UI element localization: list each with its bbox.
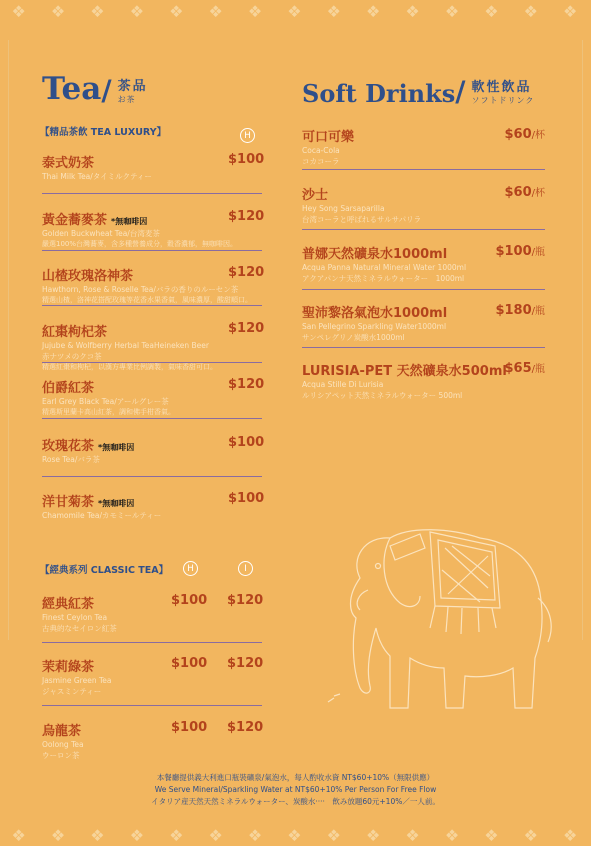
classic-tea-item (42, 720, 84, 761)
tea-item-name-row (42, 152, 152, 171)
classic-tea-name: 茉莉綠茶 (42, 660, 95, 675)
tea-title: Tea (42, 71, 102, 107)
item-divider (302, 229, 545, 230)
tea-item-name-row (42, 209, 237, 228)
tea-item-name-row (42, 377, 175, 396)
soft-drink-item (302, 243, 466, 284)
tea-item-name-row (42, 435, 134, 454)
soft-drink-name: 聖沛黎洛氣泡水1000ml (302, 306, 448, 321)
soft-drink-price-value: $60 (504, 127, 532, 142)
soft-drink-item (302, 302, 447, 343)
soft-drinks-subtitle-zh: 軟性飲品 (471, 80, 532, 95)
soft-drink-item (302, 126, 354, 167)
soft-drink-english: Hey Song Sarsaparilla (302, 204, 385, 213)
soft-drink-price-unit: /瓶 (531, 364, 545, 375)
tea-item-name: 泰式奶茶 (42, 156, 95, 171)
classic-tea-name: 烏龍茶 (42, 724, 82, 739)
tea-item (42, 152, 152, 182)
tea-subtitle-jp: お茶 (117, 95, 136, 104)
tea-item-price: $120 (228, 209, 265, 224)
tea-item-english: Earl Grey Black Tea/アールグレー茶 (42, 397, 169, 406)
tea-item-description: 精選紅棗和枸杞，以漢方專業比例調製，氣味香甜可口。 (42, 363, 217, 371)
soft-drink-price (504, 360, 545, 376)
soft-drink-english: Acqua Panna Natural Mineral Water 1000ml (302, 263, 467, 272)
top-border-pattern: ❖ ❖ ❖ ❖ ❖ ❖ ❖ ❖ ❖ ❖ ❖ ❖ ❖ ❖ ❖ (11, 1, 580, 21)
soft-drink-name: 普娜天然礦泉水1000ml (302, 247, 448, 262)
classic-tea-iced-price: $120 (227, 720, 264, 735)
tea-heading (42, 71, 148, 107)
classic-hot-marker-icon: H (183, 561, 198, 576)
right-border-line (582, 40, 583, 640)
classic-tea-item (42, 593, 117, 634)
classic-tea-hot-price: $100 (171, 720, 208, 735)
tea-item-english: Hawthorn, Rose & Roselle Tea/バラの香りのルーセン茶 (42, 285, 239, 294)
tea-item-price: $120 (228, 265, 265, 280)
soft-drink-japanese: 台湾コーラと呼ばれるサルサパリラ (302, 215, 422, 224)
tea-item-name-row (42, 321, 217, 340)
tea-item-price: $120 (228, 377, 265, 392)
soft-drink-price-value: $180 (495, 303, 532, 318)
tea-item-price: $100 (228, 491, 265, 506)
classic-tea-iced-price: $120 (227, 656, 264, 671)
soft-drink-price-unit: /杯 (531, 188, 545, 199)
tea-item (42, 491, 161, 521)
soft-drinks-heading (302, 76, 534, 106)
soft-drink-item (302, 184, 421, 225)
soft-drink-name: 沙士 (302, 188, 329, 203)
tea-item-english: Jujube & Wolfberry Herbal TeaHeineken Beer (42, 341, 209, 350)
soft-drink-english: Coca-Cola (302, 146, 340, 155)
tea-subtitle-zh: 茶品 (117, 79, 148, 94)
item-divider (42, 418, 262, 419)
soft-drink-price-value: $60 (504, 185, 532, 200)
soft-drink-price-unit: /瓶 (531, 306, 545, 317)
classic-tea-hot-price: $100 (171, 656, 208, 671)
tea-item-name-row (42, 265, 252, 284)
soft-drink-price-unit: /杯 (531, 130, 545, 141)
soft-drink-english: Acqua Stille Di Lurisia (302, 380, 384, 389)
classic-tea-item (42, 656, 111, 697)
tea-luxury-label: 【精品茶飲 TEA LUXURY】 (40, 127, 167, 138)
item-divider (302, 347, 545, 348)
tea-title-slash: / (101, 74, 112, 107)
soft-drink-name: LURISIA-PET 天然礦泉水500ml (302, 364, 507, 379)
soft-drink-japanese: ルリシアペット天然ミネラルウォーター 500ml (302, 391, 463, 400)
tea-item-name: 紅棗枸杞茶 (42, 325, 108, 340)
tea-item-japanese: 赤ナツメのクコ茶 (42, 352, 102, 361)
classic-tea-japanese: 古典的なセイロン紅茶 (42, 624, 117, 633)
water-notice-jp: イタリア産天然天然ミネラルウォーター、炭酸水···· 飲み放題60元+10%／一人前。 (151, 797, 440, 806)
item-divider (302, 169, 545, 170)
tea-item-name: 黃金蕎麥茶 (42, 213, 108, 228)
soft-drinks-subtitle-jp: ソフトドリンク (471, 96, 535, 105)
water-service-notice (0, 772, 591, 808)
soft-drink-name: 可口可樂 (302, 130, 355, 145)
classic-tea-japanese: ウーロン茶 (42, 751, 80, 760)
soft-drink-price (495, 302, 545, 318)
tea-item-name: 伯爵紅茶 (42, 381, 95, 396)
soft-drink-english: San Pellegrino Sparkling Water1000ml (302, 322, 447, 331)
tea-item-caffeine-note: *無咖啡因 (98, 443, 135, 452)
tea-item-name: 洋甘菊茶 (42, 495, 95, 510)
tea-item (42, 321, 217, 372)
item-divider (42, 705, 262, 706)
tea-item-name: 玫瑰花茶 (42, 439, 95, 454)
tea-subtitle (118, 75, 148, 105)
soft-drink-japanese: アクアパンナ天然ミネラルウォーター 1000ml (302, 274, 465, 283)
water-notice-zh: 本餐廳提供義大利進口瓶裝礦泉/氣泡水，每人酌收水資 NT$60+10%（無限供應） (156, 773, 435, 782)
tea-item-description: 精選山楂，洛神花搭配玫瑰等花香水果香氣，風味濃厚，酸甜順口。 (42, 296, 252, 304)
soft-drink-price (504, 184, 545, 200)
soft-drink-price-value: $65 (504, 361, 532, 376)
tea-item (42, 265, 252, 305)
tea-item-english: Golden Buckwheat Tea/台湾麦茶 (42, 229, 160, 238)
item-divider (42, 642, 262, 643)
tea-item-english: Chamomile Tea/カモミールティー (42, 511, 162, 520)
classic-iced-marker-icon: I (238, 561, 253, 576)
tea-item-price: $120 (228, 321, 265, 336)
item-divider (42, 305, 262, 306)
tea-item-english: Rose Tea/バラ茶 (42, 455, 100, 464)
item-divider (42, 476, 262, 477)
classic-tea-iced-price: $120 (227, 593, 264, 608)
water-notice-en: We Serve Mineral/Sparkling Water at NT$60+10% Per Person For Free Flow (154, 785, 437, 794)
classic-tea-japanese: ジャスミンティー (42, 687, 102, 696)
hot-marker-icon: H (240, 128, 255, 143)
classic-tea-english: Jasmine Green Tea (42, 676, 112, 685)
item-divider (42, 193, 262, 194)
bottom-border-pattern: ❖ ❖ ❖ ❖ ❖ ❖ ❖ ❖ ❖ ❖ ❖ ❖ ❖ ❖ ❖ (11, 825, 580, 845)
tea-item (42, 435, 134, 465)
soft-drink-item (302, 360, 507, 401)
tea-classic-label: 【經典系列 CLASSIC TEA】 (40, 565, 169, 576)
tea-item-caffeine-note: *無咖啡因 (98, 499, 135, 508)
soft-drink-price (504, 126, 545, 142)
tea-item-price: $100 (228, 435, 265, 450)
soft-drink-price-value: $100 (495, 244, 532, 259)
soft-drink-japanese: サンペレグリノ炭酸水1000ml (302, 333, 405, 342)
tea-item (42, 377, 175, 417)
elephant-illustration (320, 518, 560, 718)
tea-item-english: Thai Milk Tea/タイミルクティー (42, 172, 152, 181)
soft-drink-price (495, 243, 545, 259)
tea-item-caffeine-note: *無咖啡因 (111, 217, 148, 226)
left-border-line (8, 40, 9, 640)
classic-tea-hot-price: $100 (171, 593, 208, 608)
item-divider (302, 289, 545, 290)
classic-tea-english: Finest Ceylon Tea (42, 613, 108, 622)
item-divider (42, 362, 262, 363)
tea-item (42, 209, 237, 249)
tea-item-price: $100 (228, 152, 265, 167)
soft-drink-price-unit: /瓶 (531, 247, 545, 258)
soft-drink-japanese: コカコーラ (302, 157, 340, 166)
classic-tea-english: Oolong Tea (42, 740, 84, 749)
soft-drinks-title-slash: / (455, 75, 466, 108)
soft-drinks-subtitle (472, 76, 535, 106)
item-divider (42, 250, 262, 251)
classic-tea-name: 經典紅茶 (42, 597, 95, 612)
tea-item-name: 山楂玫瑰洛神茶 (42, 269, 134, 284)
tea-item-name-row (42, 491, 161, 510)
tea-item-description: 嚴選100%台灣蕎麥，含多種營養成分，穀香濃郁，無咖啡因。 (42, 240, 238, 248)
soft-drinks-title: Soft Drinks (302, 79, 456, 108)
tea-item-description: 精選斯里蘭卡高山紅茶，調和佛手柑香氣。 (42, 408, 175, 416)
